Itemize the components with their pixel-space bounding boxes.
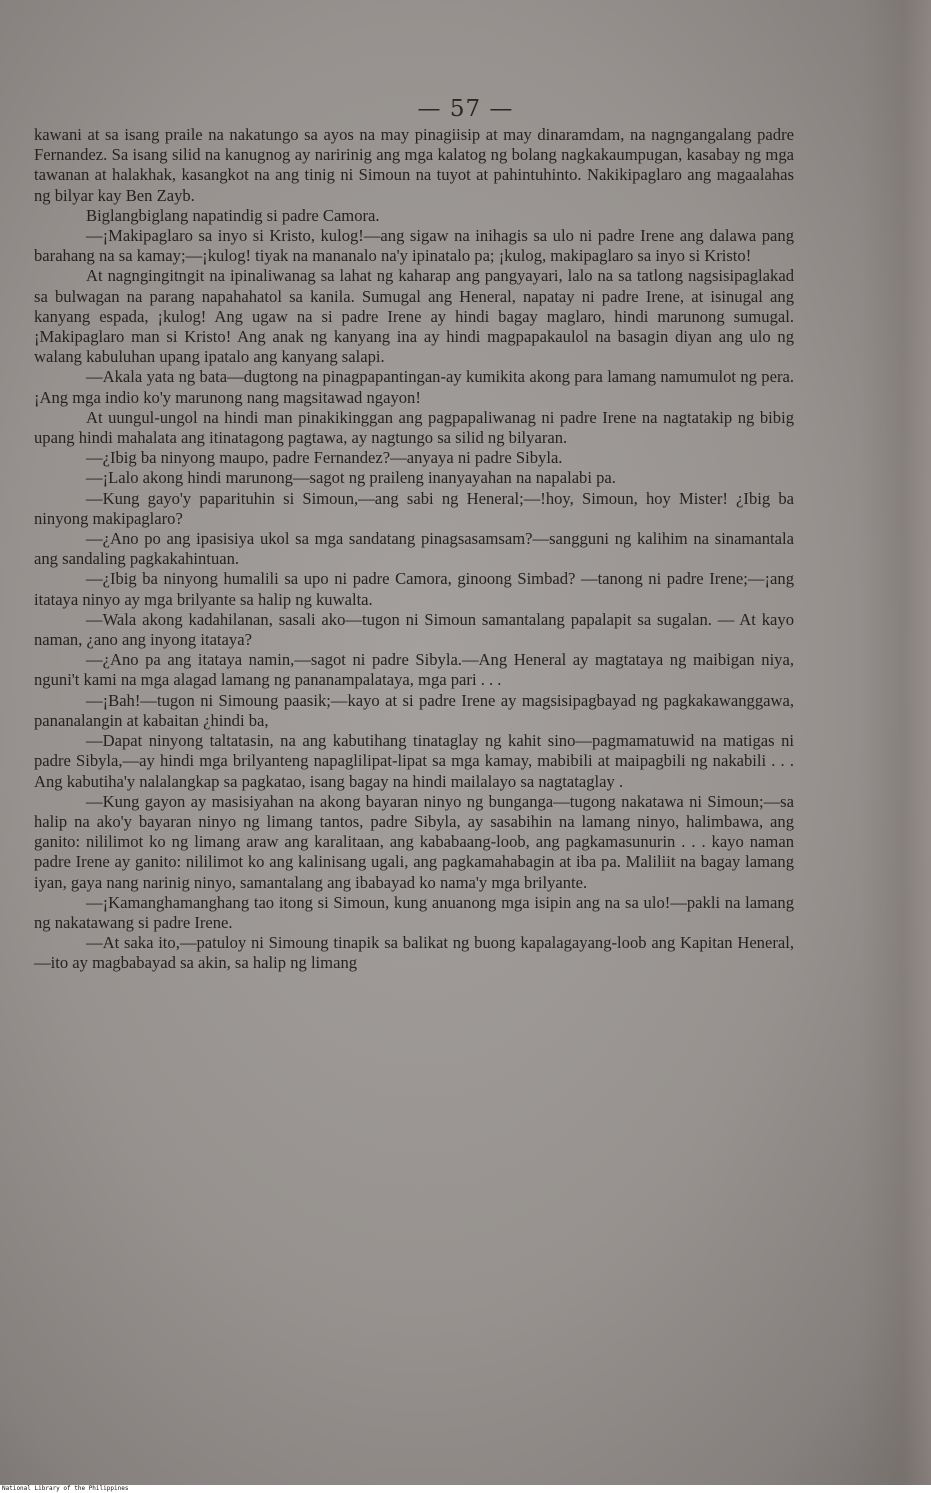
- paragraph: —¡Bah!—tugon ni Simoung paasik;—kayo at si padre Irene ay magsisipagbayad ng pagkakawanggawa, pananalangin at kabaitan ¿hindi ba,: [34, 690, 794, 730]
- paragraph: —¡Kamanghamanghang tao itong si Simoun, kung anuanong mga isipin ang na sa ulo!—pakli na lamang ng nakatawang si padre Irene.: [34, 892, 794, 932]
- footer-bar: [0, 1485, 931, 1493]
- page-number: — 57 —: [417, 96, 514, 122]
- paragraph: —¿Ano po ang ipasisiya ukol sa mga sandatang pinagsasamsam?—sangguni ng kalihim na sinamantala ang sandaling pagkakahintuan.: [34, 529, 794, 569]
- paragraph: Biglangbiglang napatindig si padre Camora.: [86, 205, 380, 225]
- paragraph: At nagngingitngit na ipinaliwanag sa lahat ng kaharap ang pangyayari, lalo na sa tatlong nagsisipaglakad sa bulwagan na parang napahahatol sa kanila. Sumugal ang Heneral, napatay ni padre Irene, at isinugal ang kanyang espada, ¡kulog! Ang ugaw na si padre Irene ay hindi bagay maglaro, hindi marunong sumugal. ¡Makipaglaro man si Kristo! Ang anak ng kanyang ina ay hindi magpapakaulol na basagin diyan ang ulo ng walang kabuluhan upang ipatalo ang kanyang salapi.: [34, 266, 794, 367]
- paragraph: —Wala akong kadahilanan, sasali ako—tugon ni Simoun samantalang papalapit sa sugalan. — At kayo naman, ¿ano ang inyong itataya?: [34, 609, 794, 650]
- footer-credit: National Library of the Philippines: [2, 1485, 129, 1492]
- paragraph: —Akala yata ng bata—dugtong na pinagpapantingan-ay kumikita akong para lamang namumulot ng pera. ¡Ang mga indio ko'y marunong nang magsitawad ngayon!: [34, 367, 794, 407]
- paragraph: —¡Makipaglaro sa inyo si Kristo, kulog!—ang sigaw na inihagis sa ulo ni padre Irene ang dalawa pang barahang na sa kamay;—¡kulog! tiyak na mananalo na'y ipinatalo pa; ¡kulog, makipaglaro sa inyo si Kristo!: [34, 226, 794, 266]
- paragraph: —At saka ito,—patuloy ni Simoung tinapik sa balikat ng buong kapalagayang-loob ang Kapitan Heneral,—ito ay magbabayad sa akin, sa halip ng limang: [34, 933, 794, 973]
- paragraph: —¿Ibig ba ninyong humalili sa upo ni padre Camora, ginoong Simbad? —tanong ni padre Irene;—¡ang itataya ninyo ay mga brilyante sa halip ng kuwalta.: [34, 569, 794, 609]
- paragraph: —Kung gayo'y paparituhin si Simoun,—ang sabi ng Heneral;—!hoy, Simoun, hoy Mister! ¿Ibig ba ninyong makipaglaro?: [34, 488, 794, 528]
- paragraph: —¿Ibig ba ninyong maupo, padre Fernandez?—anyaya ni padre Sibyla.: [86, 448, 563, 468]
- paragraph: —¿Ano pa ang itataya namin,—sagot ni padre Sibyla.—Ang Heneral ay magtataya ng maibigan niya, nguni't kami na mga alagad lamang ng pananampalataya, mga pari . . .: [34, 650, 794, 690]
- paragraph: —Dapat ninyong taltatasin, na ang kabutihang tinataglay ng kahit sino—pagmamatuwid na matigas ni padre Sibyla,—ay hindi mga brilyanteng napaglilipat-lipat sa mga kamay, mabibili at maipagbili ng nakabili . . . Ang kabutiha'y nalalangkap sa pagkatao, isang bagay na hindi mailalayo sa nagtataglay .: [34, 731, 794, 791]
- page-edge-shadow: [861, 0, 931, 1485]
- paragraph: —Kung gayon ay masisiyahan na akong bayaran ninyo ng bunganga—tugong nakatawa ni Simoun;—sa halip na ako'y bayaran ninyo ng limang tantos, padre Sibyla, ay sasabihin na lamang ninyo, halimbawa, ang ganito: nililimot ko ng limang araw ang karalitaan, ang kababaang-loob, ang pagkamasunurin . . . kayo naman padre Irene ay ganito: nililimot ko ang kalinisang ugali, ang pagkamahabagin at iba pa. Maliliit na bagay lamang iyan, gaya nang narinig ninyo, samantalang ang ibabayad ko nama'y mga brilyante.: [34, 791, 794, 892]
- paragraph: kawani at sa isang praile na nakatungo sa ayos na may pinagiisip at may dinaramdam, na nagngangalang padre Fernandez. Sa isang silid na kanugnog ay naririnig ang mga kalatog ng bolang nagkakaumpugan, kasabay ng mga tawanan at halakhak, kasangkot na ang tinig ni Simoun na tuyot at pahintuhinto. Nakikipaglaro ang magaalahas ng bilyar kay Ben Zayb.: [34, 125, 794, 205]
- body-text: [34, 125, 794, 974]
- paragraph: At uungul-ungol na hindi man pinakikinggan ang pagpapaliwanag ni padre Irene na nagtatakip ng bibig upang hindi mahalata ang itinatagong pagtawa, ay nagtungo sa silid ng bilyaran.: [34, 407, 794, 448]
- paragraph: —¡Lalo akong hindi marunong—sagot ng praileng inanyayahan na napalabi pa.: [86, 468, 616, 488]
